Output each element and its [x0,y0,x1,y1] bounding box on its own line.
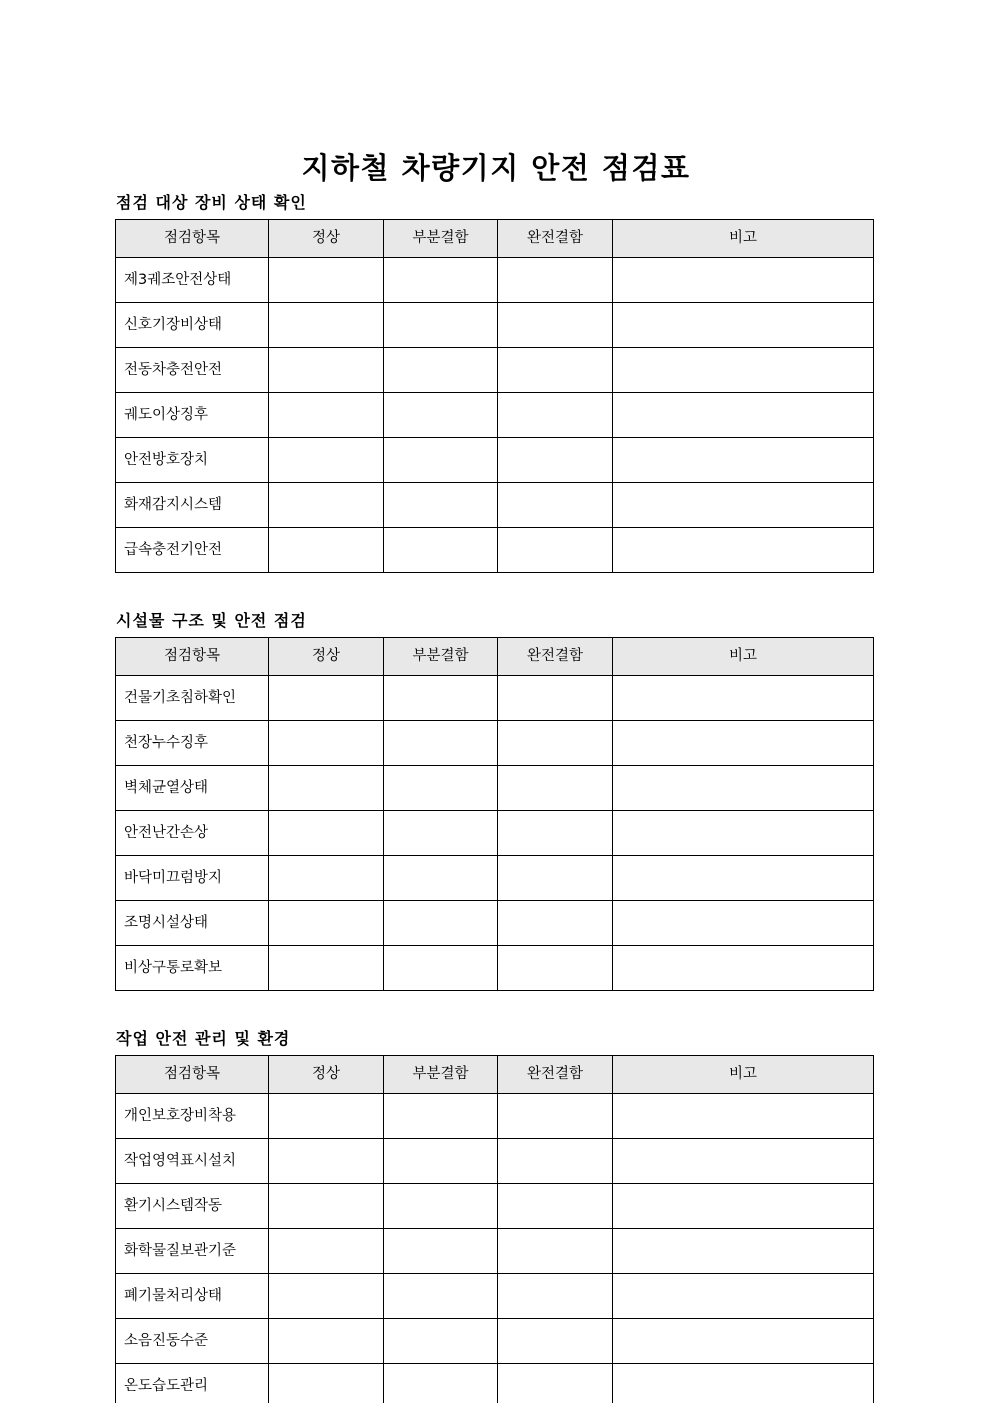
cell-item: 환기시스템작동 [116,1184,269,1229]
column-header-remark: 비고 [613,220,874,258]
checklist-table [115,219,874,573]
cell-normal[interactable] [269,1094,384,1139]
section-heading: 시설물 구조 및 안전 점검 [116,611,307,630]
table-row [116,483,874,528]
cell-complete[interactable] [498,1319,613,1364]
table-row [116,721,874,766]
cell-complete[interactable] [498,438,613,483]
column-header-complete: 완전결함 [498,220,613,258]
cell-complete[interactable] [498,483,613,528]
table-header-row [116,638,874,676]
page-title: 지하철 차량기지 안전 점검표 [301,151,691,186]
cell-partial[interactable] [384,483,498,528]
cell-remark[interactable] [613,1319,874,1364]
cell-complete[interactable] [498,901,613,946]
cell-partial[interactable] [384,1139,498,1184]
cell-item: 온도습도관리 [116,1364,269,1403]
cell-complete[interactable] [498,676,613,721]
table-body [116,1094,874,1403]
cell-partial[interactable] [384,303,498,348]
table-row [116,766,874,811]
column-header-normal: 정상 [269,1056,384,1094]
table-row [116,303,874,348]
cell-item: 화재감지시스템 [116,483,269,528]
checklist-table [115,637,874,991]
cell-item: 소음진동수준 [116,1319,269,1364]
cell-normal[interactable] [269,303,384,348]
cell-remark[interactable] [613,1184,874,1229]
cell-partial[interactable] [384,1229,498,1274]
column-header-remark: 비고 [613,638,874,676]
cell-normal[interactable] [269,766,384,811]
cell-normal[interactable] [269,528,384,573]
cell-complete[interactable] [498,811,613,856]
cell-complete[interactable] [498,1139,613,1184]
table-row [116,1139,874,1184]
cell-partial[interactable] [384,811,498,856]
cell-partial[interactable] [384,258,498,303]
cell-complete[interactable] [498,303,613,348]
cell-remark[interactable] [613,303,874,348]
cell-normal[interactable] [269,676,384,721]
column-header-item: 점검항목 [116,638,269,676]
table-header-row [116,1056,874,1094]
table-row [116,438,874,483]
cell-partial[interactable] [384,1364,498,1403]
cell-item: 벽체균열상태 [116,766,269,811]
cell-complete[interactable] [498,1184,613,1229]
cell-remark[interactable] [613,811,874,856]
cell-complete[interactable] [498,1364,613,1403]
table-row [116,676,874,721]
cell-item: 화학물질보관기준 [116,1229,269,1274]
cell-remark[interactable] [613,483,874,528]
cell-partial[interactable] [384,766,498,811]
table-row [116,811,874,856]
cell-item: 안전방호장치 [116,438,269,483]
cell-complete[interactable] [498,766,613,811]
cell-item: 전동차충전안전 [116,348,269,393]
table-row [116,1364,874,1403]
cell-partial[interactable] [384,856,498,901]
cell-partial[interactable] [384,1274,498,1319]
cell-item: 안전난간손상 [116,811,269,856]
cell-complete[interactable] [498,1274,613,1319]
cell-normal[interactable] [269,393,384,438]
cell-remark[interactable] [613,901,874,946]
cell-complete[interactable] [498,721,613,766]
column-header-partial: 부분결함 [384,220,498,258]
cell-partial[interactable] [384,393,498,438]
cell-item: 제3궤조안전상태 [116,258,269,303]
cell-partial[interactable] [384,438,498,483]
cell-remark[interactable] [613,438,874,483]
column-header-item: 점검항목 [116,220,269,258]
section-equipment-status [115,193,873,573]
cell-complete[interactable] [498,393,613,438]
cell-partial[interactable] [384,946,498,991]
cell-item: 비상구통로확보 [116,946,269,991]
cell-partial[interactable] [384,1184,498,1229]
column-header-item: 점검항목 [116,1056,269,1094]
cell-item: 궤도이상징후 [116,393,269,438]
cell-normal[interactable] [269,901,384,946]
section-work-safety-environment [115,1029,873,1403]
cell-remark[interactable] [613,348,874,393]
table-row [116,1229,874,1274]
cell-partial[interactable] [384,676,498,721]
cell-normal[interactable] [269,721,384,766]
cell-remark[interactable] [613,1139,874,1184]
cell-complete[interactable] [498,1094,613,1139]
table-header-row [116,220,874,258]
table-row [116,856,874,901]
cell-remark[interactable] [613,721,874,766]
cell-item: 개인보호장비착용 [116,1094,269,1139]
cell-complete[interactable] [498,1229,613,1274]
cell-partial[interactable] [384,528,498,573]
column-header-normal: 정상 [269,638,384,676]
checklist-table [115,1055,874,1403]
cell-remark[interactable] [613,393,874,438]
table-row [116,1094,874,1139]
table-body [116,258,874,573]
section-facility-structure [115,611,873,991]
cell-remark[interactable] [613,1229,874,1274]
cell-item: 조명시설상태 [116,901,269,946]
cell-complete[interactable] [498,528,613,573]
cell-item: 신호기장비상태 [116,303,269,348]
cell-partial[interactable] [384,721,498,766]
section-heading: 점검 대상 장비 상태 확인 [116,193,307,212]
cell-partial[interactable] [384,1319,498,1364]
cell-complete[interactable] [498,946,613,991]
cell-remark[interactable] [613,1364,874,1403]
table-row [116,1274,874,1319]
cell-partial[interactable] [384,901,498,946]
section-heading: 작업 안전 관리 및 환경 [116,1029,291,1048]
cell-item: 급속충전기안전 [116,528,269,573]
cell-normal[interactable] [269,1319,384,1364]
column-header-complete: 완전결함 [498,1056,613,1094]
table-row [116,946,874,991]
cell-normal[interactable] [269,811,384,856]
column-header-partial: 부분결함 [384,638,498,676]
column-header-normal: 정상 [269,220,384,258]
cell-partial[interactable] [384,348,498,393]
cell-remark[interactable] [613,1094,874,1139]
table-row [116,258,874,303]
table-row [116,528,874,573]
table-row [116,1319,874,1364]
cell-complete[interactable] [498,258,613,303]
cell-item: 작업영역표시설치 [116,1139,269,1184]
cell-normal[interactable] [269,258,384,303]
table-row [116,901,874,946]
cell-normal[interactable] [269,1184,384,1229]
cell-complete[interactable] [498,856,613,901]
cell-item: 천장누수징후 [116,721,269,766]
table-row [116,1184,874,1229]
cell-remark[interactable] [613,528,874,573]
cell-normal[interactable] [269,483,384,528]
cell-normal[interactable] [269,1229,384,1274]
section-list [115,193,873,1403]
cell-item: 바닥미끄럼방지 [116,856,269,901]
cell-normal[interactable] [269,348,384,393]
cell-normal[interactable] [269,856,384,901]
column-header-partial: 부분결함 [384,1056,498,1094]
cell-remark[interactable] [613,766,874,811]
cell-normal[interactable] [269,438,384,483]
cell-remark[interactable] [613,676,874,721]
cell-normal[interactable] [269,1274,384,1319]
cell-normal[interactable] [269,1139,384,1184]
table-body [116,676,874,991]
table-row [116,348,874,393]
cell-normal[interactable] [269,946,384,991]
cell-remark[interactable] [613,946,874,991]
cell-item: 건물기초침하확인 [116,676,269,721]
cell-partial[interactable] [384,1094,498,1139]
cell-complete[interactable] [498,348,613,393]
column-header-complete: 완전결함 [498,638,613,676]
cell-item: 폐기물처리상태 [116,1274,269,1319]
cell-remark[interactable] [613,1274,874,1319]
cell-remark[interactable] [613,856,874,901]
cell-remark[interactable] [613,258,874,303]
column-header-remark: 비고 [613,1056,874,1094]
cell-normal[interactable] [269,1364,384,1403]
table-row [116,393,874,438]
